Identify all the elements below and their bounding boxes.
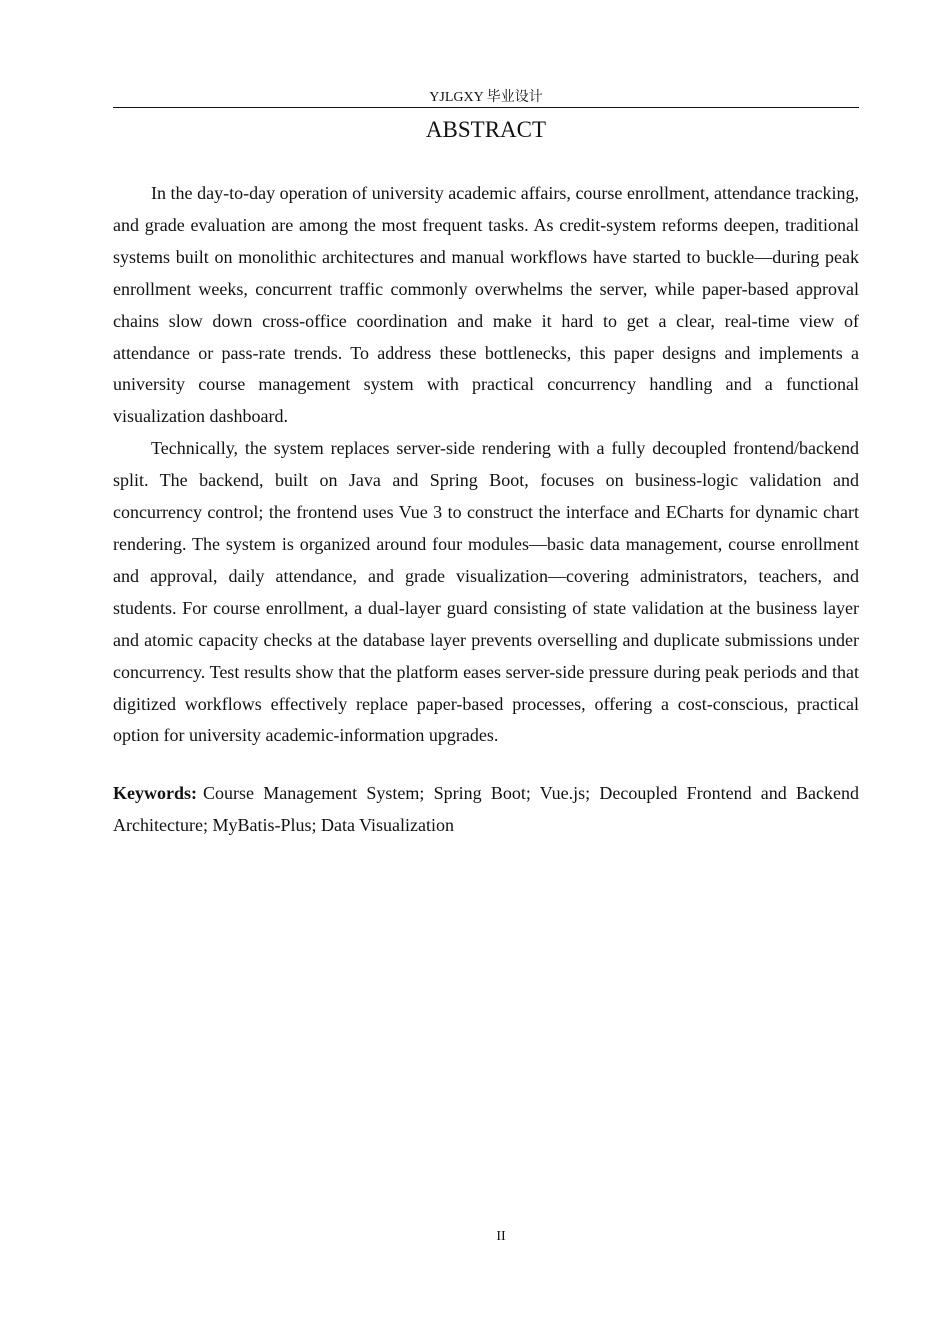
- header-rule: [113, 107, 859, 108]
- keywords-label: Keywords:: [113, 783, 197, 803]
- running-header: YJLGXY 毕业设计: [429, 90, 543, 105]
- keywords-text: Course Management System; Spring Boot; Vue.js; Decoupled Frontend and Backend Architecture; MyBatis-Plus; Data Visualization: [113, 783, 859, 835]
- abstract-paragraph-2: Technically, the system replaces server-side rendering with a fully decoupled frontend/backend split. The backend, built on Java and Spring Boot, focuses on business-logic validation and concurrency control; the frontend uses Vue 3 to construct the interface and ECharts for dynamic chart rendering. The system is organized around four modules—basic data management, course enrollment and approval, daily attendance, and grade visualization—covering administrators, teachers, and students. For course enrollment, a dual-layer guard consisting of state validation at the business layer and atomic capacity checks at the database layer prevents overselling and duplicate submissions under concurrency. Test results show that the platform eases server-side pressure during peak periods and that digitized workflows effectively replace paper-based processes, offering a cost-conscious, practical option for university academic-information upgrades.: [113, 438, 859, 746]
- abstract-body: [113, 178, 859, 752]
- page-number: II: [496, 1229, 506, 1244]
- abstract-paragraph-1: In the day-to-day operation of university academic affairs, course enrollment, attendance tracking, and grade evaluation are among the most frequent tasks. As credit-system reforms deepen, traditional systems built on monolithic architectures and manual workflows have started to buckle—during peak enrollment weeks, concurrent traffic commonly overwhelms the server, while paper-based approval chains slow down cross-office coordination and make it hard to get a clear, real-time view of attendance or pass-rate trends. To address these bottlenecks, this paper designs and implements a university course management system with practical concurrency handling and a functional visualization dashboard.: [113, 183, 859, 427]
- abstract-title: ABSTRACT: [425, 117, 547, 142]
- keywords-line: [113, 777, 859, 841]
